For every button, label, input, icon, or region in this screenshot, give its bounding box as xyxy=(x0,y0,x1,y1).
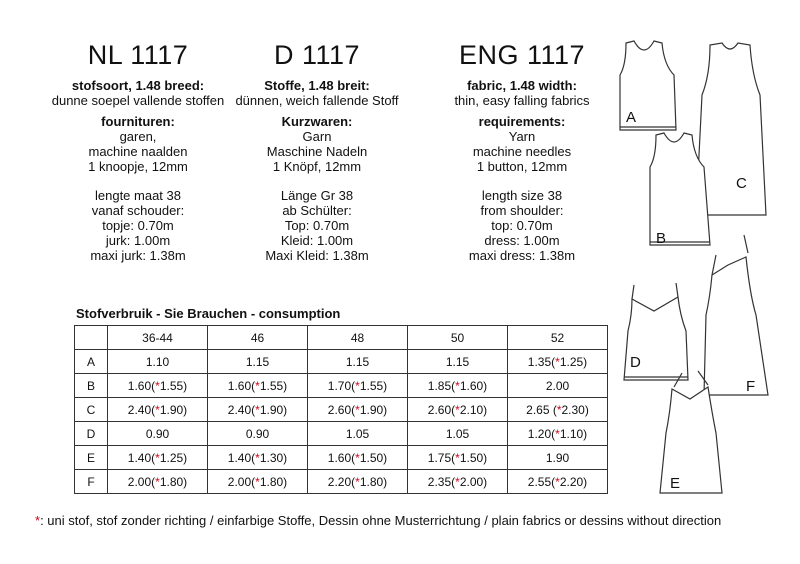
plain-fabric-marker: * xyxy=(555,474,560,489)
notion-line: Garn xyxy=(302,129,332,144)
plain-fabric-value: 1.80) xyxy=(259,474,288,489)
length-line: jurk: 1.00m xyxy=(105,233,171,248)
plain-fabric-value: 1.55) xyxy=(159,378,188,393)
consumption-value: 0.90 xyxy=(245,426,270,441)
notion-line: Maschine Nadeln xyxy=(266,144,368,159)
plain-fabric-value: 2.10) xyxy=(459,402,488,417)
plain-fabric-value: 1.55) xyxy=(359,378,388,393)
plain-fabric-marker: * xyxy=(155,378,160,393)
plain-fabric-value: 1.60) xyxy=(459,378,488,393)
length-line: top: 0.70m xyxy=(491,218,553,233)
notion-line: machine needles xyxy=(472,144,572,159)
plain-fabric-value: 1.90) xyxy=(159,402,188,417)
consumption-value: 2.00 xyxy=(545,378,570,393)
garment-c-dress xyxy=(696,43,766,215)
consumption-cell xyxy=(508,350,608,374)
garment-d-top xyxy=(624,283,688,380)
consumption-value: 2.60( xyxy=(327,402,356,417)
plain-fabric-marker: * xyxy=(255,450,260,465)
consumption-value: 1.05 xyxy=(445,426,470,441)
fabric-label: fabric, 1.48 width: xyxy=(467,78,577,93)
consumption-cell xyxy=(308,350,408,374)
garment-label-d: D xyxy=(630,354,641,371)
plain-fabric-value: 1.25) xyxy=(159,450,188,465)
consumption-cell xyxy=(208,374,308,398)
length-line: lengte maat 38 xyxy=(94,188,181,203)
consumption-cell xyxy=(308,446,408,470)
length-line: Kleid: 1.00m xyxy=(280,233,354,248)
length-line: vanaf schouder: xyxy=(91,203,185,218)
header-corner-cell xyxy=(75,326,108,350)
length-line: from shoulder: xyxy=(480,203,564,218)
consumption-table-title: Stofverbruik - Sie Brauchen - consumption xyxy=(76,306,341,321)
consumption-cell xyxy=(208,422,308,446)
length-line: length size 38 xyxy=(481,188,563,203)
length-line: topje: 0.70m xyxy=(102,218,174,233)
consumption-cell xyxy=(408,446,508,470)
consumption-value: 1.40( xyxy=(227,450,256,465)
table-row xyxy=(75,422,608,446)
consumption-cell xyxy=(308,374,408,398)
spacer xyxy=(48,174,228,188)
table-header-row xyxy=(75,326,608,350)
plain-fabric-marker: * xyxy=(255,378,260,393)
garment-f-dress xyxy=(704,235,768,395)
consumption-cell xyxy=(508,470,608,494)
fabric-description: thin, easy falling fabrics xyxy=(454,93,590,108)
notion-line: garen, xyxy=(119,129,157,144)
consumption-cell xyxy=(308,470,408,494)
plain-fabric-marker: * xyxy=(455,378,460,393)
fabric-description: dunne soepel vallende stoffen xyxy=(51,93,225,108)
consumption-value: 1.10 xyxy=(145,354,170,369)
table-row xyxy=(75,470,608,494)
column-code: D 1117 xyxy=(273,40,361,70)
garment-label-b: B xyxy=(656,230,667,247)
consumption-value: 2.60( xyxy=(427,402,456,417)
length-line: ab Schülter: xyxy=(282,203,352,218)
plain-fabric-value: 1.30) xyxy=(259,450,288,465)
spacer xyxy=(227,174,407,188)
row-label-cell: E xyxy=(75,446,108,470)
plain-fabric-value: 2.20) xyxy=(559,474,588,489)
plain-fabric-value: 1.90) xyxy=(259,402,288,417)
column-d xyxy=(227,40,407,263)
garment-label-a: A xyxy=(626,109,637,126)
consumption-value: 2.40( xyxy=(127,402,156,417)
consumption-value: 1.75( xyxy=(427,450,456,465)
consumption-cell xyxy=(308,422,408,446)
plain-fabric-value: 1.55) xyxy=(259,378,288,393)
consumption-value: 2.40( xyxy=(227,402,256,417)
column-code: ENG 1117 xyxy=(458,40,586,70)
plain-fabric-marker: * xyxy=(355,378,360,393)
consumption-cell xyxy=(108,374,208,398)
plain-fabric-marker: * xyxy=(155,402,160,417)
table-row xyxy=(75,398,608,422)
plain-fabric-value: 1.80) xyxy=(359,474,388,489)
consumption-value: 1.40( xyxy=(127,450,156,465)
consumption-value: 2.55( xyxy=(527,474,556,489)
consumption-value: 2.65 ( xyxy=(526,402,557,417)
size-header-cell: 52 xyxy=(508,326,608,350)
table-row xyxy=(75,374,608,398)
garment-illustrations xyxy=(610,35,790,505)
table-row xyxy=(75,446,608,470)
plain-fabric-marker: * xyxy=(255,402,260,417)
consumption-cell xyxy=(408,422,508,446)
consumption-value: 1.15 xyxy=(345,354,370,369)
notion-line: machine naalden xyxy=(88,144,188,159)
size-header-cell: 50 xyxy=(408,326,508,350)
plain-fabric-marker: * xyxy=(355,450,360,465)
fabric-description: dünnen, weich fallende Stoff xyxy=(235,93,399,108)
consumption-value: 2.00( xyxy=(127,474,156,489)
consumption-cell xyxy=(108,350,208,374)
consumption-value: 1.05 xyxy=(345,426,370,441)
consumption-value: 1.60( xyxy=(227,378,256,393)
notions-label: requirements: xyxy=(478,114,566,129)
plain-fabric-value: 1.90) xyxy=(359,402,388,417)
consumption-value: 0.90 xyxy=(145,426,170,441)
notion-line: 1 Knöpf, 12mm xyxy=(272,159,362,174)
consumption-table xyxy=(74,325,608,494)
length-line: Länge Gr 38 xyxy=(280,188,354,203)
plain-fabric-marker: * xyxy=(355,474,360,489)
footnote-text: : uni stof, stof zonder richting / einfarbige Stoffe, Dessin ohne Musterrichtung / plain fabrics or dessins without direction xyxy=(40,513,722,528)
size-header-cell: 48 xyxy=(308,326,408,350)
consumption-cell xyxy=(508,422,608,446)
consumption-value: 1.35( xyxy=(527,354,556,369)
consumption-value: 1.70( xyxy=(327,378,356,393)
consumption-cell xyxy=(208,398,308,422)
fabric-label: stofsoort, 1.48 breed: xyxy=(71,78,205,93)
row-label-cell: C xyxy=(75,398,108,422)
row-label-cell: A xyxy=(75,350,108,374)
footnote-marker: * xyxy=(35,513,41,528)
plain-fabric-marker: * xyxy=(155,450,160,465)
consumption-cell xyxy=(108,446,208,470)
garment-label-f: F xyxy=(746,378,756,395)
column-code: NL 1117 xyxy=(87,40,189,70)
length-line: Top: 0.70m xyxy=(284,218,350,233)
consumption-value: 1.60( xyxy=(127,378,156,393)
footnote xyxy=(35,513,721,528)
consumption-cell xyxy=(108,422,208,446)
plain-fabric-value: 1.10) xyxy=(559,426,588,441)
consumption-cell xyxy=(208,350,308,374)
consumption-cell xyxy=(108,470,208,494)
spacer xyxy=(432,174,612,188)
garment-label-c: C xyxy=(736,175,747,192)
row-label-cell: F xyxy=(75,470,108,494)
consumption-cell xyxy=(408,374,508,398)
size-header-cell: 46 xyxy=(208,326,308,350)
notion-line: 1 knoopje, 12mm xyxy=(88,159,188,174)
consumption-cell xyxy=(408,350,508,374)
consumption-value: 1.90 xyxy=(545,450,570,465)
consumption-value: 1.85( xyxy=(427,378,456,393)
plain-fabric-value: 2.30) xyxy=(561,402,589,417)
consumption-cell xyxy=(208,446,308,470)
consumption-value: 1.20( xyxy=(527,426,556,441)
plain-fabric-marker: * xyxy=(455,402,460,417)
consumption-value: 2.20( xyxy=(327,474,356,489)
plain-fabric-value: 1.50) xyxy=(359,450,388,465)
plain-fabric-value: 1.25) xyxy=(559,354,588,369)
consumption-cell xyxy=(508,374,608,398)
plain-fabric-marker: * xyxy=(255,474,260,489)
length-line: maxi dress: 1.38m xyxy=(468,248,576,263)
plain-fabric-marker: * xyxy=(556,402,562,417)
consumption-cell xyxy=(408,398,508,422)
consumption-cell xyxy=(108,398,208,422)
length-line: dress: 1.00m xyxy=(484,233,560,248)
plain-fabric-value: 1.50) xyxy=(459,450,488,465)
fabric-label: Stoffe, 1.48 breit: xyxy=(264,78,370,93)
plain-fabric-marker: * xyxy=(155,474,160,489)
length-line: Maxi Kleid: 1.38m xyxy=(265,248,369,263)
plain-fabric-marker: * xyxy=(455,450,460,465)
consumption-value: 2.35( xyxy=(427,474,456,489)
consumption-value: 1.60( xyxy=(327,450,356,465)
consumption-cell xyxy=(508,446,608,470)
consumption-cell xyxy=(408,470,508,494)
garment-a-top xyxy=(620,41,676,130)
plain-fabric-marker: * xyxy=(555,426,560,441)
column-nl xyxy=(48,40,228,263)
plain-fabric-value: 2.00) xyxy=(459,474,488,489)
notions-label: fournituren: xyxy=(101,114,175,129)
notion-line: 1 button, 12mm xyxy=(476,159,568,174)
table-row xyxy=(75,350,608,374)
consumption-value: 2.00( xyxy=(227,474,256,489)
row-label-cell: D xyxy=(75,422,108,446)
notions-label: Kurzwaren: xyxy=(281,114,353,129)
column-eng xyxy=(432,40,612,263)
consumption-cell xyxy=(308,398,408,422)
size-header-cell: 36-44 xyxy=(108,326,208,350)
garment-label-e: E xyxy=(670,475,681,492)
length-line: maxi jurk: 1.38m xyxy=(90,248,186,263)
plain-fabric-marker: * xyxy=(355,402,360,417)
consumption-value: 1.15 xyxy=(245,354,270,369)
row-label-cell: B xyxy=(75,374,108,398)
plain-fabric-marker: * xyxy=(455,474,460,489)
consumption-cell xyxy=(508,398,608,422)
plain-fabric-value: 1.80) xyxy=(159,474,188,489)
notion-line: Yarn xyxy=(508,129,536,144)
consumption-cell xyxy=(208,470,308,494)
plain-fabric-marker: * xyxy=(555,354,560,369)
consumption-value: 1.15 xyxy=(445,354,470,369)
